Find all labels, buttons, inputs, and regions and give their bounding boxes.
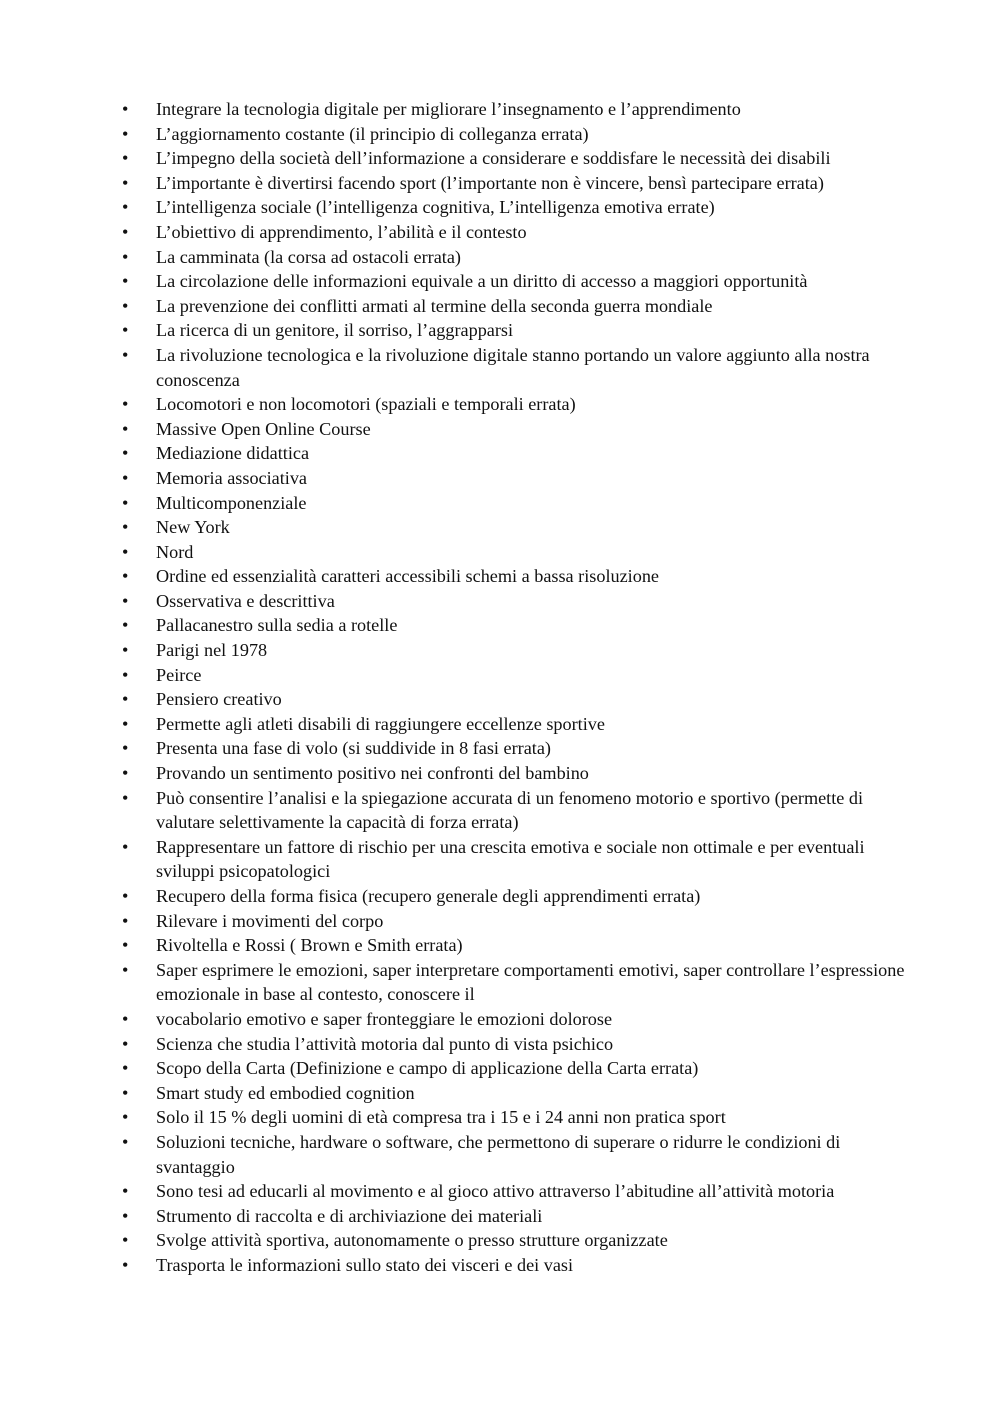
- list-item: [0, 195, 1000, 220]
- list-item-text: L’intelligenza sociale (l’intelligenza cognitiva, L’intelligenza emotiva errate): [156, 197, 715, 218]
- bullet-icon: •: [122, 959, 129, 980]
- bullet-icon: •: [122, 148, 129, 169]
- list-item-text: Può consentire l’analisi e la spiegazione accurata di un fenomeno motorio e sportivo (permette di valutare selettivamente la capacità di forza errata): [156, 787, 864, 833]
- list-item: [0, 564, 1000, 589]
- bullet-icon: •: [122, 1082, 129, 1103]
- list-item: [0, 736, 1000, 761]
- bullet-icon: •: [122, 1008, 129, 1029]
- list-item-text: Trasporta le informazioni sullo stato dei visceri e dei vasi: [156, 1254, 574, 1275]
- list-item-text: Scienza che studia l’attività motoria dal punto di vista psichico: [156, 1033, 614, 1054]
- list-item: [0, 441, 1000, 466]
- bullet-icon: •: [122, 221, 129, 242]
- list-item-text: Provando un sentimento positivo nei confronti del bambino: [156, 763, 589, 784]
- list-item-text: Massive Open Online Course: [156, 418, 371, 439]
- list-item-text: Integrare la tecnologia digitale per migliorare l’insegnamento e l’apprendimento: [156, 99, 741, 119]
- list-item: [0, 318, 1000, 343]
- list-item-text: Presenta una fase di volo (si suddivide in 8 fasi errata): [156, 738, 551, 759]
- list-item-text: Mediazione didattica: [156, 443, 310, 464]
- bullet-icon: •: [122, 664, 129, 685]
- list-item: [0, 146, 1000, 171]
- list-item-text: Scopo della Carta (Definizione e campo di applicazione della Carta errata): [156, 1058, 699, 1079]
- list-item: [0, 343, 1000, 392]
- list-item: [0, 392, 1000, 417]
- list-item: [0, 515, 1000, 540]
- list-item-text: Soluzioni tecniche, hardware o software, che permettono di superare o ridurre le condizioni di svantaggio: [156, 1131, 841, 1177]
- list-item-text: Osservativa e descrittiva: [156, 590, 335, 611]
- list-item: [0, 540, 1000, 565]
- list-item-text: Saper esprimere le emozioni, saper interpretare comportamenti emotivi, saper controllare l’espressione emozionale in base al contesto, conoscere il: [156, 959, 905, 1005]
- list-item-text: Pensiero creativo: [156, 689, 282, 710]
- list-item: [0, 712, 1000, 737]
- list-item: [0, 613, 1000, 638]
- bullet-icon: •: [122, 123, 129, 144]
- bullet-icon: •: [122, 197, 129, 218]
- list-item-text: Recupero della forma fisica (recupero generale degli apprendimenti errata): [156, 886, 701, 906]
- list-item-text: Rivoltella e Rossi ( Brown e Smith errata): [156, 935, 463, 956]
- bullet-icon: •: [122, 713, 129, 734]
- bullet-icon: •: [122, 1131, 129, 1152]
- list-item: [0, 269, 1000, 294]
- list-item: [0, 786, 1000, 835]
- list-item: [0, 1105, 1000, 1130]
- list-item-text: Nord: [156, 541, 194, 562]
- list-item-text: Peirce: [156, 664, 202, 685]
- list-item: [0, 220, 1000, 245]
- bullet-icon: •: [122, 738, 129, 759]
- bullet-icon: •: [122, 886, 129, 906]
- bullet-icon: •: [122, 517, 129, 538]
- bullet-list: [0, 97, 1000, 1278]
- bullet-icon: •: [122, 1230, 129, 1251]
- list-item: [0, 589, 1000, 614]
- list-item-text: L’obiettivo di apprendimento, l’abilità e il contesto: [156, 221, 527, 242]
- bullet-icon: •: [122, 418, 129, 439]
- list-item: [0, 1228, 1000, 1253]
- list-item: [0, 417, 1000, 442]
- bullet-icon: •: [122, 541, 129, 562]
- list-item: [0, 638, 1000, 663]
- list-item-text: Permette agli atleti disabili di raggiungere eccellenze sportive: [156, 713, 605, 734]
- bullet-icon: •: [122, 689, 129, 710]
- bullet-icon: •: [122, 566, 129, 587]
- list-item-text: Multicomponenziale: [156, 492, 307, 513]
- bullet-icon: •: [122, 836, 129, 857]
- list-item: [0, 1081, 1000, 1106]
- list-item-text: L’impegno della società dell’informazione a considerare e soddisfare le necessità dei disabili: [156, 148, 831, 169]
- list-item-text: La ricerca di un genitore, il sorriso, l’aggrapparsi: [156, 320, 514, 341]
- bullet-icon: •: [122, 763, 129, 784]
- list-item: [0, 761, 1000, 786]
- bullet-icon: •: [122, 492, 129, 513]
- bullet-icon: •: [122, 787, 129, 808]
- list-item-text: L’importante è divertirsi facendo sport (l’importante non è vincere, bensì partecipare errata): [156, 172, 824, 193]
- bullet-icon: •: [122, 590, 129, 611]
- list-item-text: vocabolario emotivo e saper fronteggiare le emozioni dolorose: [156, 1008, 613, 1029]
- list-item: [0, 245, 1000, 270]
- list-item-text: La rivoluzione tecnologica e la rivoluzione digitale stanno portando un valore aggiunto alla nostra conoscenza: [156, 344, 870, 390]
- list-item: [0, 663, 1000, 688]
- bullet-icon: •: [122, 467, 129, 488]
- list-item: [0, 1204, 1000, 1229]
- list-item: [0, 294, 1000, 319]
- list-item-text: La prevenzione dei conflitti armati al termine della seconda guerra mondiale: [156, 295, 713, 316]
- list-item: [0, 933, 1000, 958]
- list-item: [0, 835, 1000, 884]
- bullet-icon: •: [122, 443, 129, 464]
- bullet-icon: •: [122, 99, 129, 119]
- list-item-text: New York: [156, 517, 230, 538]
- bullet-icon: •: [122, 935, 129, 956]
- bullet-icon: •: [122, 394, 129, 415]
- list-item: [0, 1253, 1000, 1278]
- list-item-text: Sono tesi ad educarli al movimento e al gioco attivo attraverso l’abitudine all’attività motoria: [156, 1181, 835, 1202]
- list-item-text: La circolazione delle informazioni equivale a un diritto di accesso a maggiori opportunità: [156, 271, 808, 292]
- bullet-icon: •: [122, 295, 129, 316]
- bullet-icon: •: [122, 271, 129, 292]
- list-item-text: Locomotori e non locomotori (spaziali e temporali errata): [156, 394, 576, 415]
- list-item-text: Strumento di raccolta e di archiviazione dei materiali: [156, 1205, 543, 1226]
- list-item-text: Memoria associativa: [156, 467, 308, 488]
- list-item-text: Rilevare i movimenti del corpo: [156, 910, 384, 931]
- list-item-text: Ordine ed essenzialità caratteri accessibili schemi a bassa risoluzione: [156, 566, 659, 587]
- list-item: [0, 1007, 1000, 1032]
- bullet-icon: •: [122, 615, 129, 636]
- list-item-text: Pallacanestro sulla sedia a rotelle: [156, 615, 398, 636]
- list-item: [0, 687, 1000, 712]
- bullet-icon: •: [122, 1205, 129, 1226]
- bullet-icon: •: [122, 344, 129, 365]
- list-item: [0, 1179, 1000, 1204]
- list-item-text: Parigi nel 1978: [156, 640, 268, 661]
- bullet-icon: •: [122, 1254, 129, 1275]
- list-item: [0, 466, 1000, 491]
- list-item-text: Solo il 15 % degli uomini di età compresa tra i 15 e i 24 anni non pratica sport: [156, 1107, 726, 1128]
- bullet-icon: •: [122, 172, 129, 193]
- list-item-text: Svolge attività sportiva, autonomamente o presso strutture organizzate: [156, 1230, 668, 1251]
- bullet-icon: •: [122, 246, 129, 267]
- bullet-icon: •: [122, 320, 129, 341]
- list-item-text: Smart study ed embodied cognition: [156, 1082, 415, 1103]
- bullet-icon: •: [122, 910, 129, 931]
- list-item: [0, 884, 1000, 909]
- list-item-text: Rappresentare un fattore di rischio per una crescita emotiva e sociale non ottimale e per eventuali sviluppi psicopatologici: [156, 836, 865, 882]
- list-item: [0, 958, 1000, 1007]
- list-item: [0, 171, 1000, 196]
- bullet-icon: •: [122, 1033, 129, 1054]
- bullet-icon: •: [122, 1058, 129, 1079]
- list-item: [0, 491, 1000, 516]
- list-item: [0, 1032, 1000, 1057]
- bullet-icon: •: [122, 1181, 129, 1202]
- list-item: [0, 1130, 1000, 1179]
- bullet-icon: •: [122, 1107, 129, 1128]
- list-item: [0, 909, 1000, 934]
- list-item: [0, 1056, 1000, 1081]
- list-item-text: L’aggiornamento costante (il principio di colleganza errata): [156, 123, 589, 144]
- list-item-text: La camminata (la corsa ad ostacoli errata): [156, 246, 461, 267]
- list-item: [0, 122, 1000, 147]
- list-item: [0, 97, 1000, 122]
- bullet-icon: •: [122, 640, 129, 661]
